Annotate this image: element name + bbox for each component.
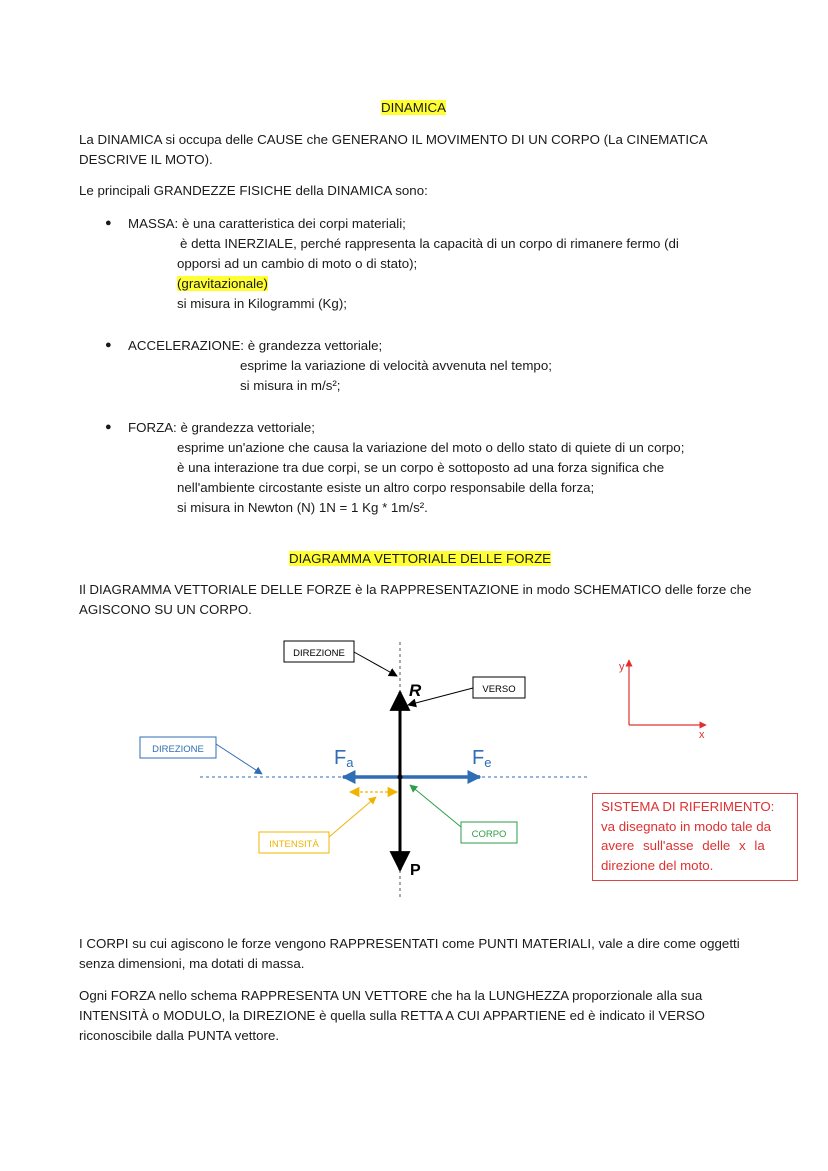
outro1-line2: senza dimensioni, ma dotati di massa. bbox=[79, 956, 305, 971]
accelerazione-head: ACCELERAZIONE: è grandezza vettoriale; bbox=[128, 338, 383, 353]
label-direzione-top: DIREZIONE bbox=[293, 648, 345, 659]
label-intensita: INTENSITÀ bbox=[269, 839, 319, 850]
page-title-text: DINAMICA bbox=[381, 100, 447, 115]
pointer-direzione-top bbox=[354, 652, 397, 676]
reference-line4: direzione del moto. bbox=[601, 857, 714, 873]
vector-label-p: P bbox=[410, 862, 421, 879]
label-verso: VERSO bbox=[482, 684, 516, 695]
force-diagram bbox=[0, 630, 828, 930]
label-corpo: CORPO bbox=[471, 829, 507, 840]
massa-line3: (gravitazionale) bbox=[177, 276, 268, 291]
reference-system-box bbox=[592, 793, 798, 881]
outro2-line1: Ogni FORZA nello schema RAPPRESENTA UN VETTORE che ha la LUNGHEZZA proporzionale alla sua bbox=[79, 988, 703, 1003]
vector-label-fe: Fe bbox=[472, 747, 492, 770]
section-intro-line1: Il DIAGRAMMA VETTORIALE DELLE FORZE è la RAPPRESENTAZIONE in modo SCHEMATICO delle forze che bbox=[79, 582, 752, 597]
section-title: DIAGRAMMA VETTORIALE DELLE FORZE bbox=[289, 551, 552, 566]
intro-line1: La DINAMICA si occupa delle CAUSE che GENERANO IL MOVIMENTO DI UN CORPO (La CINEMATICA bbox=[79, 132, 708, 147]
label-direzione-left: DIREZIONE bbox=[152, 744, 204, 755]
outro2-line3: riconoscibile dalla PUNTA vettore. bbox=[79, 1028, 280, 1043]
bullet-forza: ● bbox=[105, 421, 112, 433]
vector-label-fa: Fa bbox=[334, 747, 354, 770]
pointer-intensita bbox=[329, 797, 376, 837]
forza-head: FORZA: è grandezza vettoriale; bbox=[128, 420, 315, 435]
bullet-massa: ● bbox=[105, 217, 112, 229]
massa-line4: si misura in Kilogrammi (Kg); bbox=[177, 296, 347, 311]
vector-label-r: R bbox=[409, 681, 422, 700]
reference-line1: SISTEMA DI RIFERIMENTO: bbox=[601, 799, 775, 814]
forza-line3: nell'ambiente circostante esiste un altro corpo responsabile della forza; bbox=[177, 480, 595, 495]
forza-line2: è una interazione tra due corpi, se un corpo è sottoposto ad una forza significa che bbox=[177, 460, 665, 475]
pointer-direzione-left bbox=[216, 744, 262, 774]
massa-line2: opporsi ad un cambio di moto o di stato); bbox=[177, 256, 418, 271]
grandezze-intro: Le principali GRANDEZZE FISICHE della DINAMICA sono: bbox=[79, 183, 428, 198]
reference-line2: va disegnato in modo tale da bbox=[601, 818, 772, 834]
reference-line3: avere sull'asse delle x la bbox=[601, 838, 765, 853]
accelerazione-line1: esprime la variazione di velocità avvenuta nel tempo; bbox=[240, 358, 552, 373]
forza-line4: si misura in Newton (N) 1N = 1 Kg * 1m/s². bbox=[177, 500, 428, 515]
massa-head: MASSA: è una caratteristica dei corpi materiali; bbox=[128, 216, 406, 231]
outro1-line1: I CORPI su cui agiscono le forze vengono RAPPRESENTATI come PUNTI MATERIALI, vale a dire come oggetti bbox=[79, 936, 740, 951]
body-point bbox=[398, 775, 403, 780]
pointer-corpo bbox=[410, 785, 461, 827]
axis-label-y: y bbox=[619, 661, 625, 673]
bullet-accelerazione: ● bbox=[105, 339, 112, 351]
outro2-line2: INTENSITÀ o MODULO, la DIREZIONE è quella sulla RETTA A CUI APPARTIENE ed è indicato il VERSO bbox=[79, 1008, 705, 1023]
axis-label-x: x bbox=[699, 729, 705, 741]
accelerazione-line2: si misura in m/s²; bbox=[240, 378, 341, 393]
forza-line1: esprime un'azione che causa la variazione del moto o dello stato di quiete di un corpo; bbox=[177, 440, 685, 455]
massa-line1: è detta INERZIALE, perché rappresenta la capacità di un corpo di rimanere fermo (di bbox=[180, 236, 679, 251]
section-intro-line2: AGISCONO SU UN CORPO. bbox=[79, 602, 252, 617]
intro-line2: DESCRIVE IL MOTO). bbox=[79, 152, 213, 167]
